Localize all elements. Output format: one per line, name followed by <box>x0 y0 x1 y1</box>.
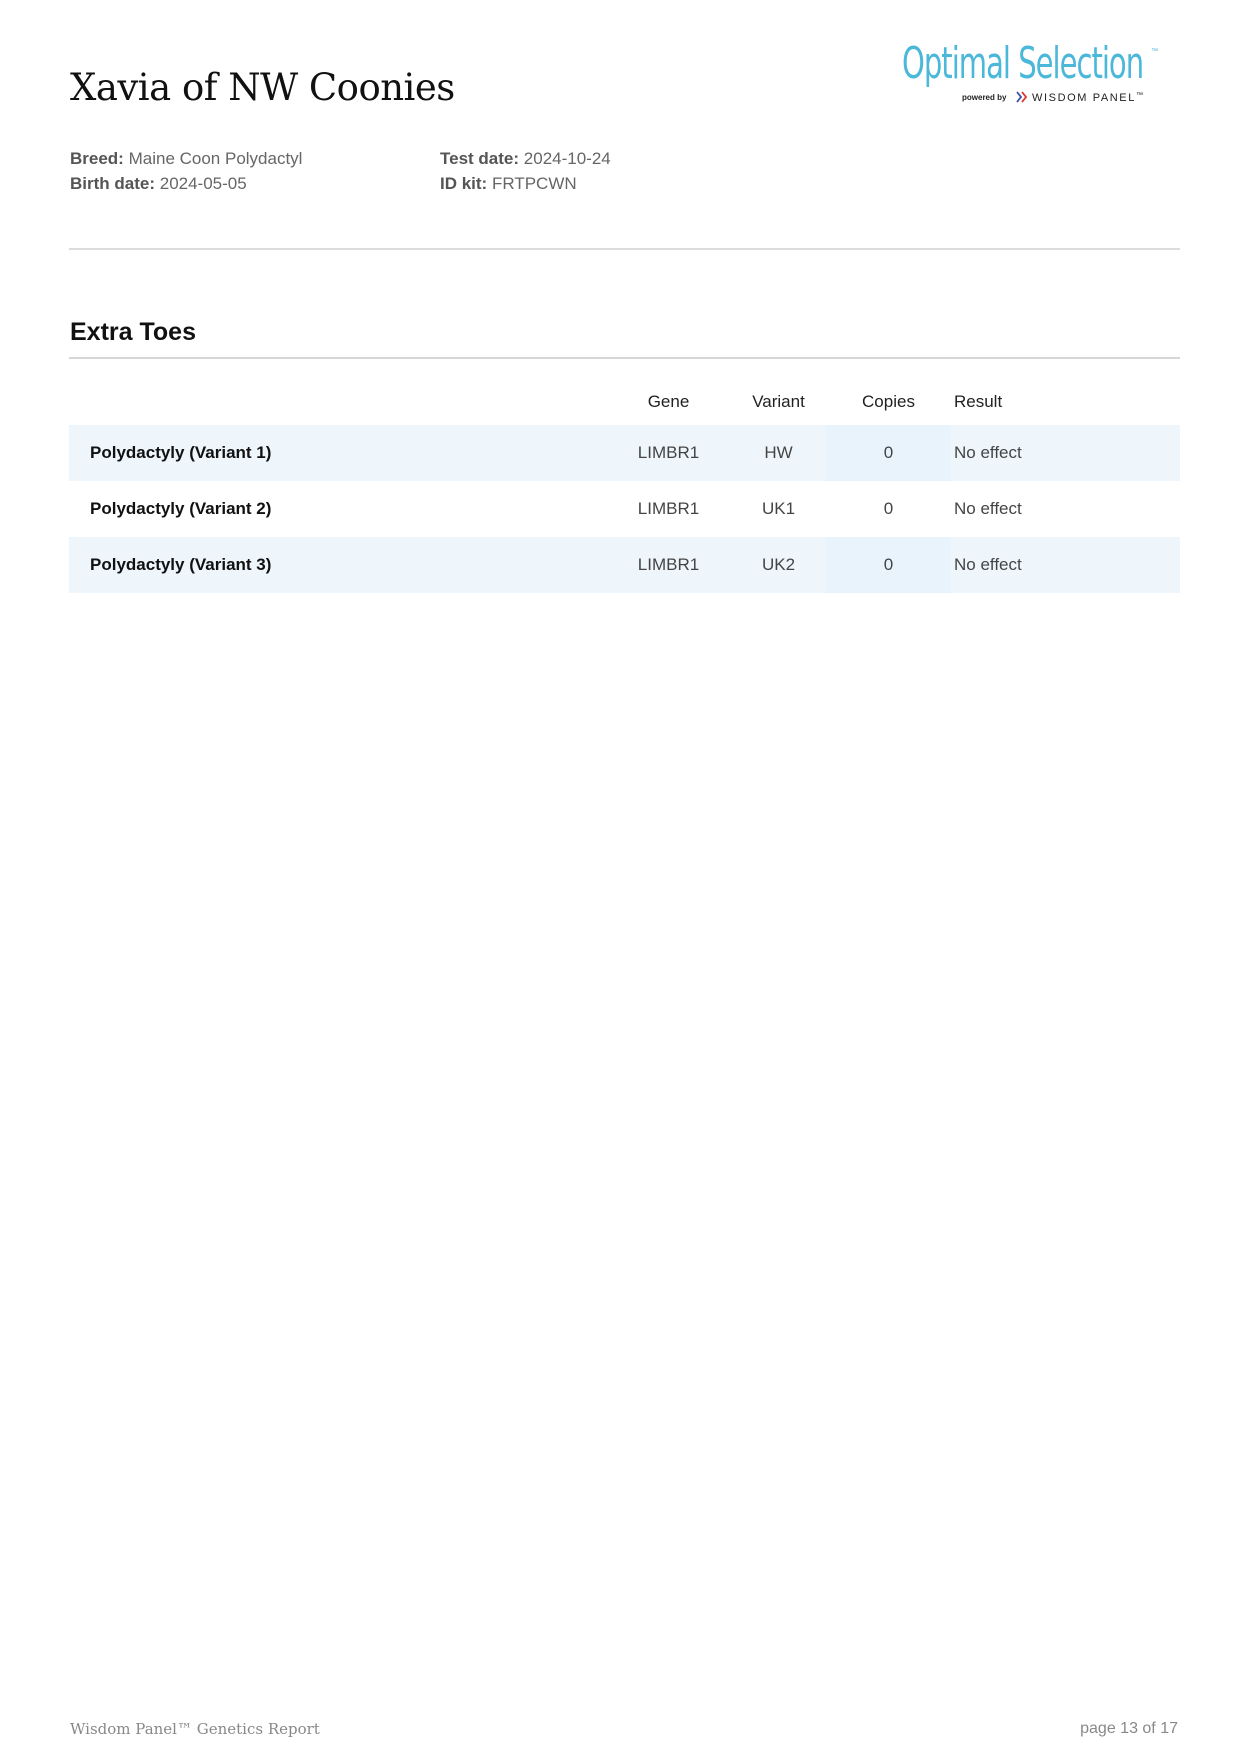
logo-trademark: ™ <box>1151 48 1158 55</box>
table-header <box>69 370 1180 425</box>
birth-date-label: Birth date: <box>70 174 155 193</box>
section-title: Extra Toes <box>70 318 196 346</box>
column-header-result: Result <box>954 391 1003 411</box>
meta-right-column <box>440 146 611 196</box>
page-title: Xavia of NW Coonies <box>70 66 455 109</box>
test-date-row <box>440 146 611 171</box>
test-date-value: 2024-10-24 <box>523 149 611 168</box>
logo-powered-by: powered by <box>962 93 1007 102</box>
wisdom-panel-logo-icon <box>1016 91 1028 103</box>
result-cell: No effect <box>954 555 1022 574</box>
header-divider <box>69 248 1180 250</box>
copies-cell: 0 <box>826 537 951 593</box>
meta-left-column <box>70 146 302 196</box>
gene-cell: LIMBR1 <box>637 555 700 574</box>
trait-name: Polydactyly (Variant 1) <box>90 443 272 462</box>
table-row <box>69 425 1180 481</box>
table-row <box>69 481 1180 537</box>
id-kit-row <box>440 171 611 196</box>
optimal-selection-logo <box>902 40 1162 110</box>
variant-cell: UK2 <box>761 555 796 574</box>
results-table <box>69 370 1180 593</box>
variant-cell: HW <box>764 443 793 462</box>
id-kit-value: FRTPCWN <box>491 174 577 193</box>
column-header-variant: Variant <box>752 391 805 411</box>
copies-cell: 0 <box>883 499 894 518</box>
result-cell: No effect <box>954 443 1022 462</box>
logo-wisdom-panel: WISDOM PANEL™ <box>1032 92 1145 104</box>
trait-name: Polydactyly (Variant 2) <box>90 499 272 518</box>
id-kit-label: ID kit: <box>440 174 488 193</box>
result-cell: No effect <box>954 499 1022 518</box>
variant-cell: UK1 <box>761 499 796 518</box>
birth-date-row <box>70 171 302 196</box>
gene-cell: LIMBR1 <box>637 499 700 518</box>
gene-cell: LIMBR1 <box>637 443 700 462</box>
column-header-gene: Gene <box>647 391 690 411</box>
section-divider <box>69 357 1180 359</box>
footer-page-number: page 13 of 17 <box>1080 1720 1178 1737</box>
copies-cell: 0 <box>826 425 951 481</box>
breed-row <box>70 146 302 171</box>
test-date-label: Test date: <box>440 149 520 168</box>
breed-value: Maine Coon Polydactyl <box>128 149 303 168</box>
trait-name: Polydactyly (Variant 3) <box>90 555 272 574</box>
table-row <box>69 537 1180 593</box>
breed-label: Breed: <box>70 149 124 168</box>
logo-wordmark: Optimal Selection <box>902 38 1144 89</box>
footer-report-name: Wisdom Panel™ Genetics Report <box>70 1720 320 1738</box>
birth-date-value: 2024-05-05 <box>159 174 247 193</box>
column-header-copies: Copies <box>862 391 915 411</box>
